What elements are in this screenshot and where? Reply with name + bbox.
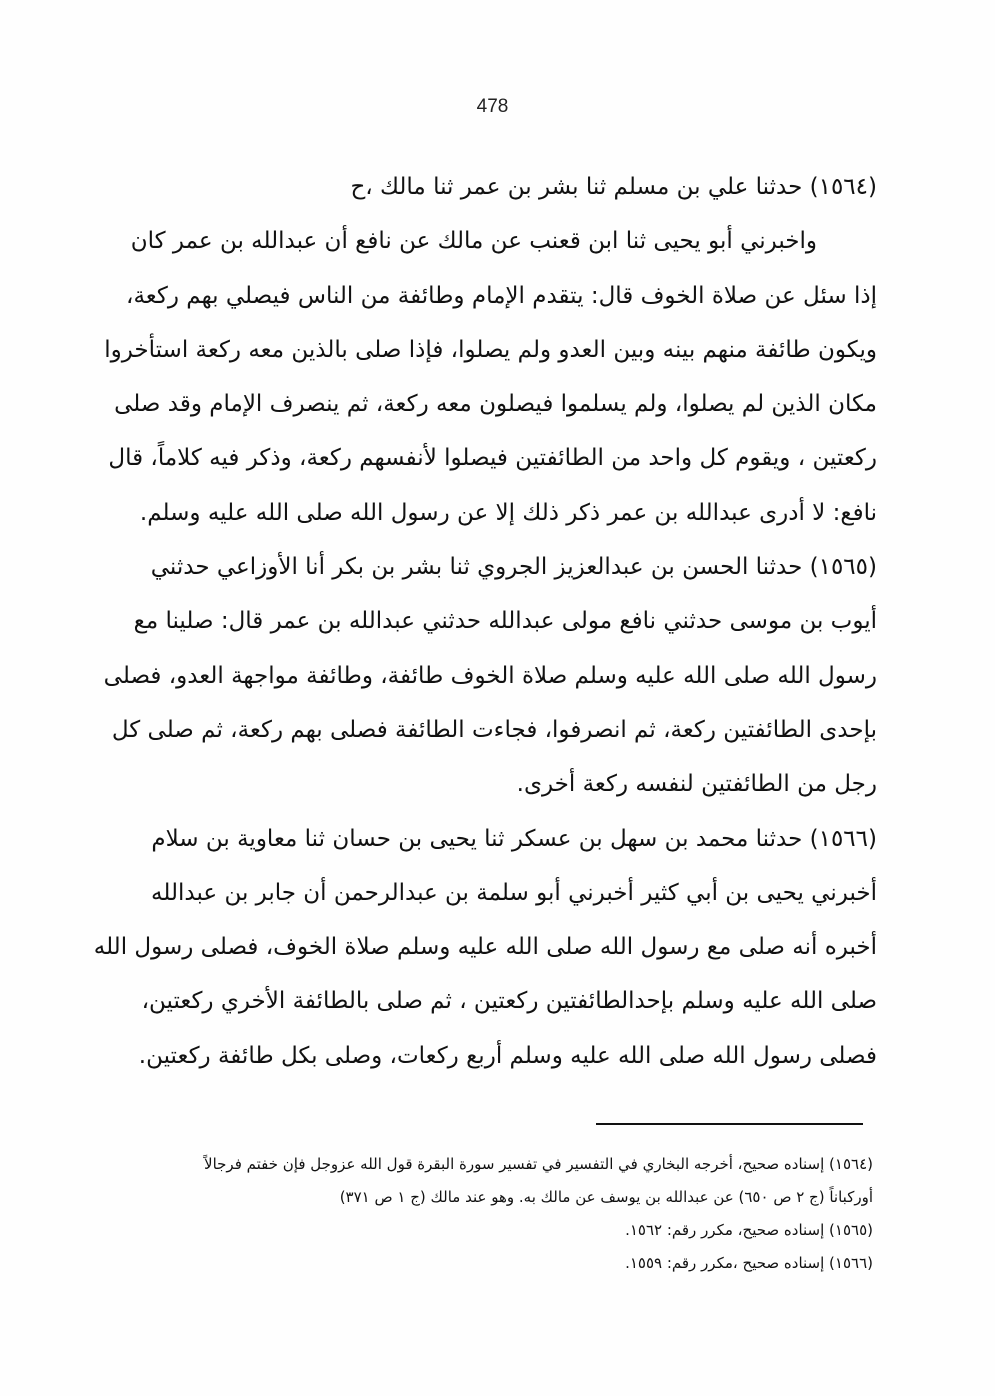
text-line: ركعتين ، ويقوم كل واحد من الطائفتين فيصلوا لأنفسهم ركعة، وذكر فيه كلاماً، قال: [108, 445, 877, 472]
text-line: رسول الله صلى الله عليه وسلم صلاة الخوف طائفة، وطائفة مواجهة العدو، فصلى: [103, 662, 877, 689]
footnote-line: (١٥٦٥) إسناده صحيح، مكرر رقم: ١٥٦٢.: [625, 1221, 873, 1239]
text-line: أخبرني يحيى بن أبي كثير أخبرني أبو سلمة بن عبدالرحمن أن جابر بن عبدالله: [151, 879, 877, 906]
text-line: صلى الله عليه وسلم بإحدالطائفتين ركعتين ، ثم صلى بالطائفة الأخري ركعتين،: [141, 988, 877, 1015]
text-line: رجل من الطائفتين لنفسه ركعة أخرى.: [516, 771, 877, 798]
text-line: مكان الذين لم يصلوا، ولم يسلموا فيصلون معه ركعة، ثم ينصرف الإمام وقد صلى: [114, 391, 877, 418]
footnotes: [63, 1148, 873, 1280]
footnote-line: (١٥٦٤) إسناده صحيح، أخرجه البخاري في التفسير في تفسير سورة البقرة قول الله عزوجل فإن خفتم فرجالاً: [204, 1155, 873, 1173]
text-line: ويكون طائفة منهم بينه وبين العدو ولم يصلوا، فإذا صلى بالذين معه ركعة استأخروا: [104, 336, 877, 363]
text-line: واخبرني أبو يحيى ثنا ابن قعنب عن مالك عن نافع أن عبدالله بن عمر كان: [130, 228, 817, 255]
text-line: بإحدى الطائفتين ركعة، ثم انصرفوا، فجاءت الطائفة فصلى بهم ركعة، ثم صلى كل: [111, 716, 877, 743]
footnote-divider: [596, 1123, 863, 1125]
text-line: (١٥٦٦) حدثنا محمد بن سهل بن عسكر ثنا يحيى بن حسان ثنا معاوية بن سلام: [151, 825, 877, 852]
text-line: نافع: لا أدرى عبدالله بن عمر ذكر ذلك إلا عن رسول الله صلى الله عليه وسلم.: [139, 499, 877, 526]
footnote-line: (١٥٦٦) إسناده صحيح ،مكرر رقم: ١٥٥٩.: [625, 1254, 873, 1272]
text-line: فصلى رسول الله صلى الله عليه وسلم أربع ركعات، وصلى بكل طائفة ركعتين.: [138, 1042, 877, 1069]
text-line: (١٥٦٥) حدثنا الحسن بن عبدالعزيز الجروي ثنا بشر بن بكر أنا الأوزاعي حدثني: [150, 554, 877, 581]
footnote-line: أوركباناً (ج ٢ ص ٦٥٠) عن عبدالله بن يوسف عن مالك به. وهو عند مالك (ج ١ ص ٣٧١): [339, 1188, 873, 1206]
page-number: 478: [476, 96, 509, 117]
text-line: أخبره أنه صلى مع رسول الله صلى الله عليه وسلم صلاة الخوف، فصلى رسول الله: [93, 934, 877, 961]
text-line: (١٥٦٤) حدثنا علي بن مسلم ثنا بشر بن عمر ثنا مالك ،ح: [350, 174, 877, 200]
text-line: أيوب بن موسى حدثني نافع مولى عبدالله حدثني عبدالله بن عمر قال: صلينا مع: [133, 608, 877, 635]
main-text-body: [77, 160, 877, 1083]
text-line: إذا سئل عن صلاة الخوف قال: يتقدم الإمام وطائفة من الناس فيصلي بهم ركعة،: [126, 282, 877, 309]
